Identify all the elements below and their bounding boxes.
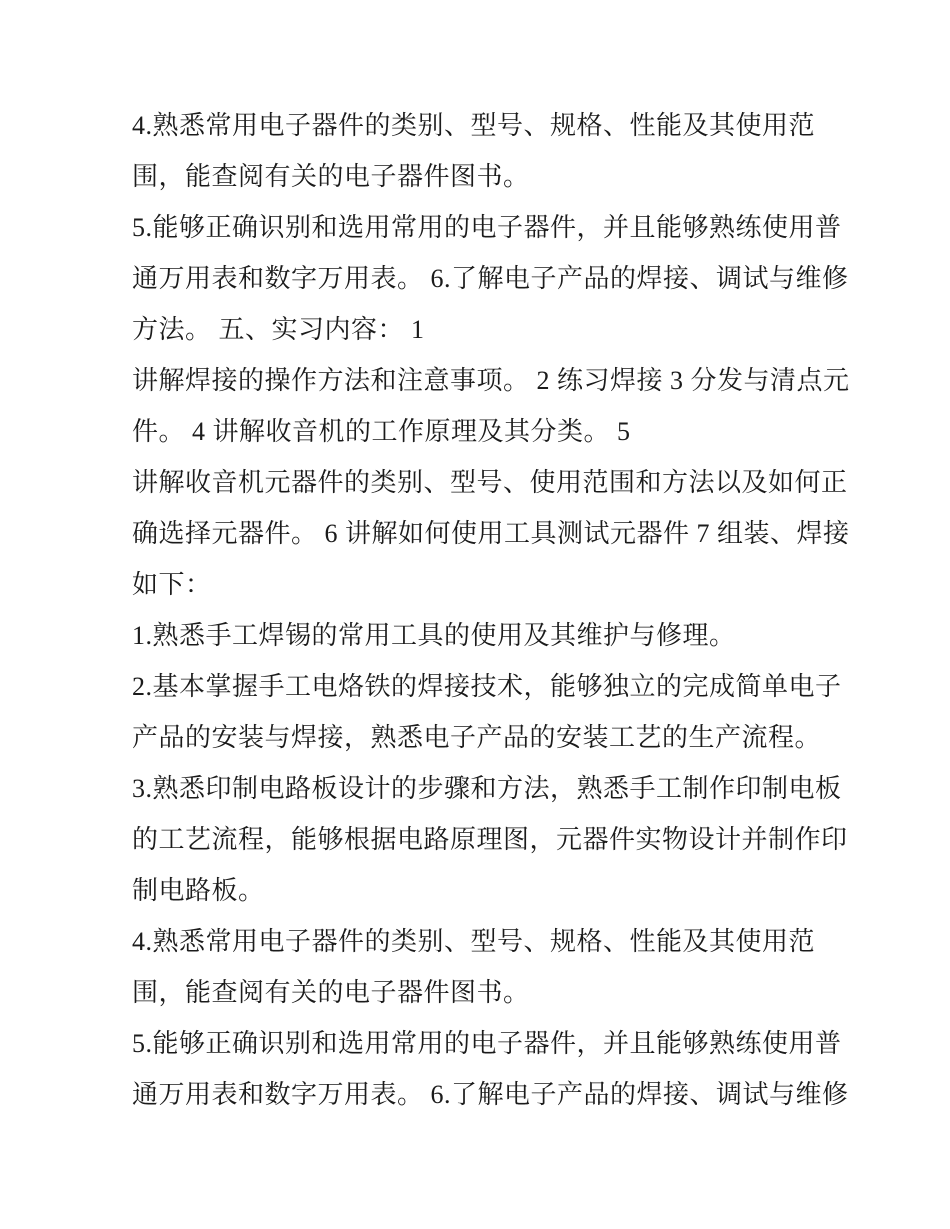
text-line: 围，能查阅有关的电子器件图书。	[132, 162, 530, 191]
text-line: 通万用表和数字万用表。 6.了解电子产品的焊接、调试与维修	[132, 264, 849, 293]
text-line: 2.基本掌握手工电烙铁的焊接技术，能够独立的完成简单电子	[132, 672, 842, 701]
text-line: 3.熟悉印制电路板设计的步骤和方法，熟悉手工制作印制电板	[132, 774, 842, 803]
text-line: 讲解收音机元器件的类别、型号、使用范围和方法以及如何正	[132, 468, 848, 497]
text-line: 通万用表和数字万用表。 6.了解电子产品的焊接、调试与维修	[132, 1080, 849, 1109]
text-line: 5.能够正确识别和选用常用的电子器件，并且能够熟练使用普	[132, 1029, 842, 1058]
text-line: 方法。 五、实习内容： 1	[132, 315, 425, 344]
document-text-block	[132, 100, 872, 1120]
text-line: 件。 4 讲解收音机的工作原理及其分类。 5	[132, 417, 631, 446]
text-line: 1.熟悉手工焊锡的常用工具的使用及其维护与修理。	[132, 621, 736, 650]
text-line: 如下：	[132, 570, 212, 599]
text-line: 围，能查阅有关的电子器件图书。	[132, 978, 530, 1007]
text-line: 讲解焊接的操作方法和注意事项。 2 练习焊接 3 分发与清点元	[132, 366, 850, 395]
text-line: 4.熟悉常用电子器件的类别、型号、规格、性能及其使用范	[132, 927, 816, 956]
text-line: 5.能够正确识别和选用常用的电子器件，并且能够熟练使用普	[132, 213, 842, 242]
text-line: 的工艺流程，能够根据电路原理图，元器件实物设计并制作印	[132, 825, 848, 854]
text-line: 制电路板。	[132, 876, 265, 905]
text-line: 4.熟悉常用电子器件的类别、型号、规格、性能及其使用范	[132, 111, 816, 140]
text-line: 确选择元器件。 6 讲解如何使用工具测试元器件 7 组装、焊接	[132, 519, 850, 548]
text-line: 产品的安装与焊接，熟悉电子产品的安装工艺的生产流程。	[132, 723, 822, 752]
